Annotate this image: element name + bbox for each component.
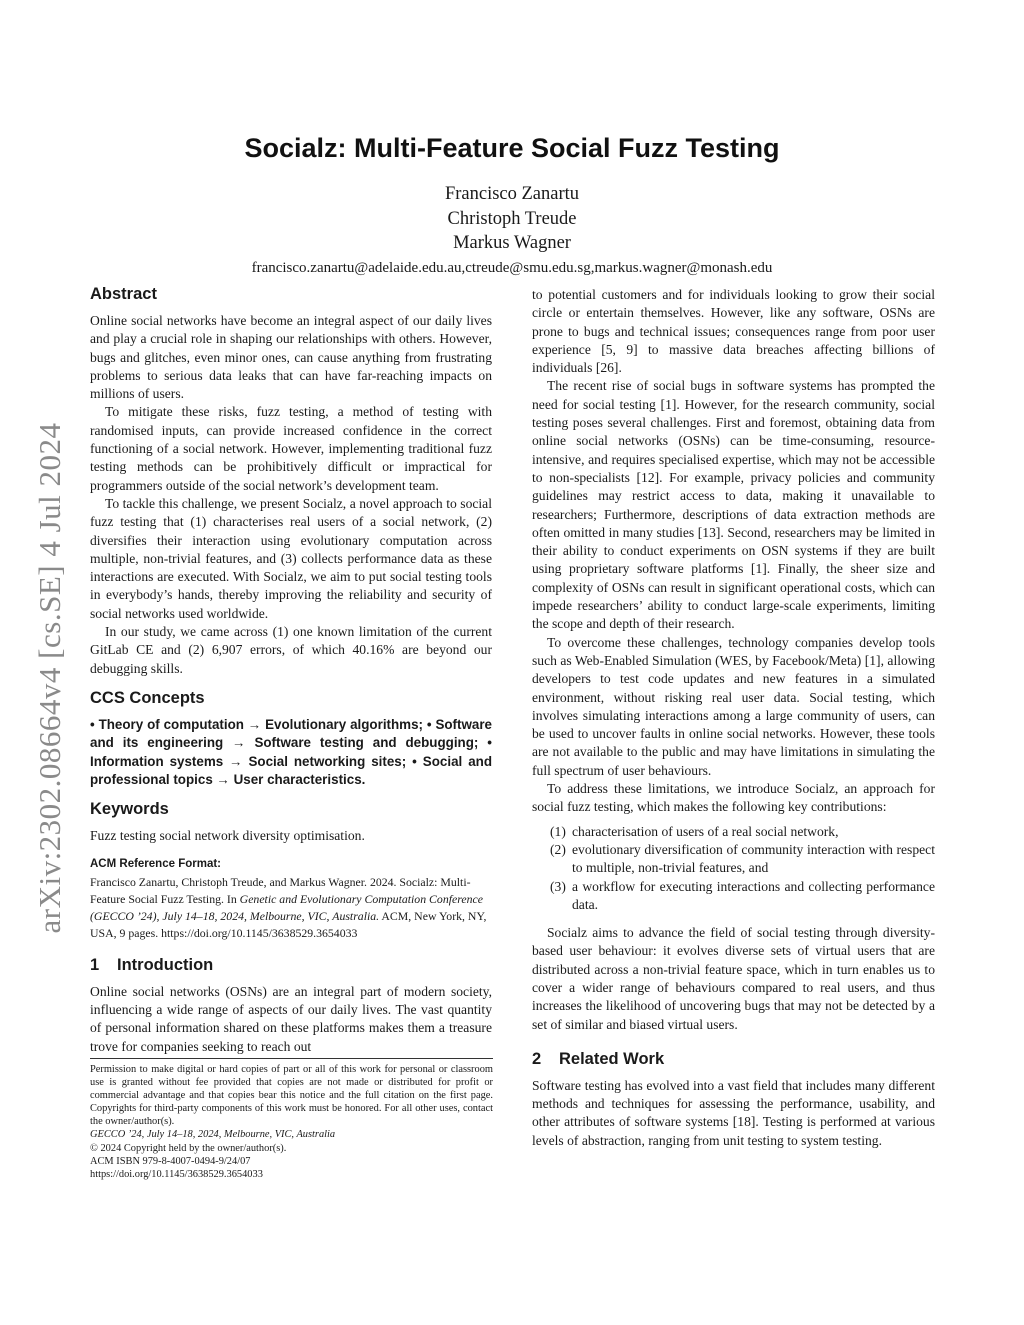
intro-heading: 1 Introduction [90,955,214,974]
intro-paragraph: To overcome these challenges, technology companies develop tools such as Web-Enabled Simulation (WES, by Facebook/Meta) [1], allowing developers to test code updates and new features in a simulated environment, without risking real user data. Social testing, which involves simulating interactions among a large community of users, can be used to uncover faults in online social networks. However, these tools are not available to the public and may have limitations in simulating the full spectrum of user behaviours. [532,634,935,778]
left-column [90,283,492,1056]
doi-line: https://doi.org/10.1145/3638529.3654033 [90,1168,263,1180]
author-block [0,182,1024,280]
author-name: Markus Wagner [453,233,571,253]
keywords-heading: Keywords [90,800,169,819]
author-name: Francisco Zanartu [444,184,580,204]
copyright-footnote [90,1058,493,1181]
intro-paragraph: The recent rise of social bugs in software systems has prompted the need for social testing [1]. However, for the research community, social testing poses several challenges. First and foremost, obtaining data from online social networks (OSNs) can be time-consuming, resource-intensive, and requires specialised expertise, which may not be accessible to non-specialists [12]. For example, privacy policies and community guidelines may restrict access to data, making it unavailable to researchers; Furthermore, descriptions of data extraction methods are often omitted in many studies [13]. Second, researchers may be limited in their ability to conduct experiments on OSN systems if they are built using proprietary software platforms [1]. Finally, the sheer size and complexity of OSNs can result in significant operational costs, which can impede researchers’ ability to conduct large-scale experiments, limiting the scope and depth of their research. [532,378,935,632]
intro-paragraph: To address these limitations, we introduce Socialz, an approach for social fuzz testing, which makes the following key contributions: [532,781,935,815]
abstract-paragraph: To tackle this challenge, we present Socialz, a novel approach to social fuzz testing that (1) characterises real users of a social network, (2) diversifies their interaction using evolutionary computation across multiple, non-trivial features, and (3) collects performance data as these interactions are executed. With Socialz, we aim to put social testing tools in everybody’s hands, thereby improving the reliability and security of social networks used worldwide. [90,495,492,621]
contribution-list [532,823,935,914]
conference-info: GECCO ’24, July 14–18, 2024, Melbourne, VIC, Australia [90,1129,336,1141]
right-column [532,286,935,1150]
abstract-heading: Abstract [90,285,157,303]
abstract-paragraph: Online social networks have become an integral aspect of our daily lives and play a crucial role in shaping our relationships with others. However, bugs and glitches, even minor ones, can cause anything from frustrating problems to serious data leaks that can have far-reaching impacts on millions of users. [90,313,492,402]
isbn-line: ACM ISBN 979-8-4007-0494-9/24/07 [90,1155,251,1167]
related-work-heading: 2 Related Work [532,1049,665,1068]
list-item: (3) a workflow for executing interactions and collecting performance data. [550,878,935,912]
abstract-paragraph: In our study, we came across (1) one known limitation of the current GitLab CE and (2) 6,907 errors, of which 40.16% are beyond our debugging skills. [90,624,492,676]
intro-paragraph: Online social networks (OSNs) are an integral part of modern society, influencing a wide range of aspects of our daily lives. The vast quantity of personal information shared on these platforms makes them a treasure trove for companies seeking to reach out [90,983,492,1054]
ccs-heading: CCS Concepts [90,688,205,707]
paper-title: Socialz: Multi-Feature Social Fuzz Testing [244,133,780,163]
permission-notice: Permission to make digital or hard copies of part or all of this work for personal or classroom use is granted without fee provided that copies are not made or distributed for profit or commercial advantage and that copies bear this notice and the full citation on the first page. Copyrights for third-party components of this work must be honored. For all other uses, contact the owner/author(s). [90,1064,493,1128]
intro-paragraph: to potential customers and for individuals looking to grow their social circle or entertain themselves. However, like any software, OSNs are prone to bugs and technical issues; consequences range from poor user experience [5, 9] to massive data breaches affecting billions of individuals [26]. [532,287,935,376]
author-name: Christoph Treude [447,208,577,229]
abstract-paragraph: To mitigate these risks, fuzz testing, a method of testing with randomised inputs, can provide increased confidence in the correct functioning of a social network. However, implementing traditional fuzz testing methods can be prohibitively difficult or impractical for programmers outside of the social network’s development team. [90,404,492,493]
arxiv-stamp: arXiv:2302.08664v4 [cs.SE] 4 Jul 2024 [32,422,67,934]
acm-reference-heading: ACM Reference Format: [90,858,221,871]
acm-reference: Francisco Zanartu, Christoph Treude, and Markus Wagner. 2024. Socialz: Multi-Feature Social Fuzz Testing. In Genetic and Evolutionary Computation Conference (GECCO ’24), July 14–18, 2024, Melbourne, VIC, Australia. ACM, New York, NY, USA, 9 pages. https://doi.org/10.1145/3638529.3654033 [90,874,487,940]
list-item: (1) characterisation of users of a real social network, [550,823,839,839]
related-work-paragraph: Software testing has evolved into a vast field that includes many different methods and techniques for assessing the performance, usability, and other attributes of software systems [18]. Testing is performed at various levels of abstraction, ranging from unit testing to system testing. [532,1077,935,1148]
ccs-concepts: • Theory of computation → Evolutionary algorithms; • Software and its engineering → Software testing and debugging; • Information systems → Social networking sites; • Social and professional topics → User characteristics. [90,716,492,787]
intro-paragraph: Socialz aims to advance the field of social testing through diversity-based user behaviour: it evolves diverse sets of virtual users that are distributed across a non-trivial feature space, which in turn enables us to cover a wider range of behaviours compared to real users, and thus increases the likelihood of uncovering bugs that may not be detected by a set of similar and biased virtual users. [532,925,935,1032]
copyright-line: © 2024 Copyright held by the owner/author(s). [90,1142,287,1154]
keywords-text: Fuzz testing social network diversity optimisation. [90,828,365,844]
list-item: (2) evolutionary diversification of community interaction with respect to multiple, non-trivial features, and [550,841,935,876]
author-emails: francisco.zanartu@adelaide.edu.au,ctreude@smu.edu.sg,markus.wagner@monash.edu [251,259,773,276]
